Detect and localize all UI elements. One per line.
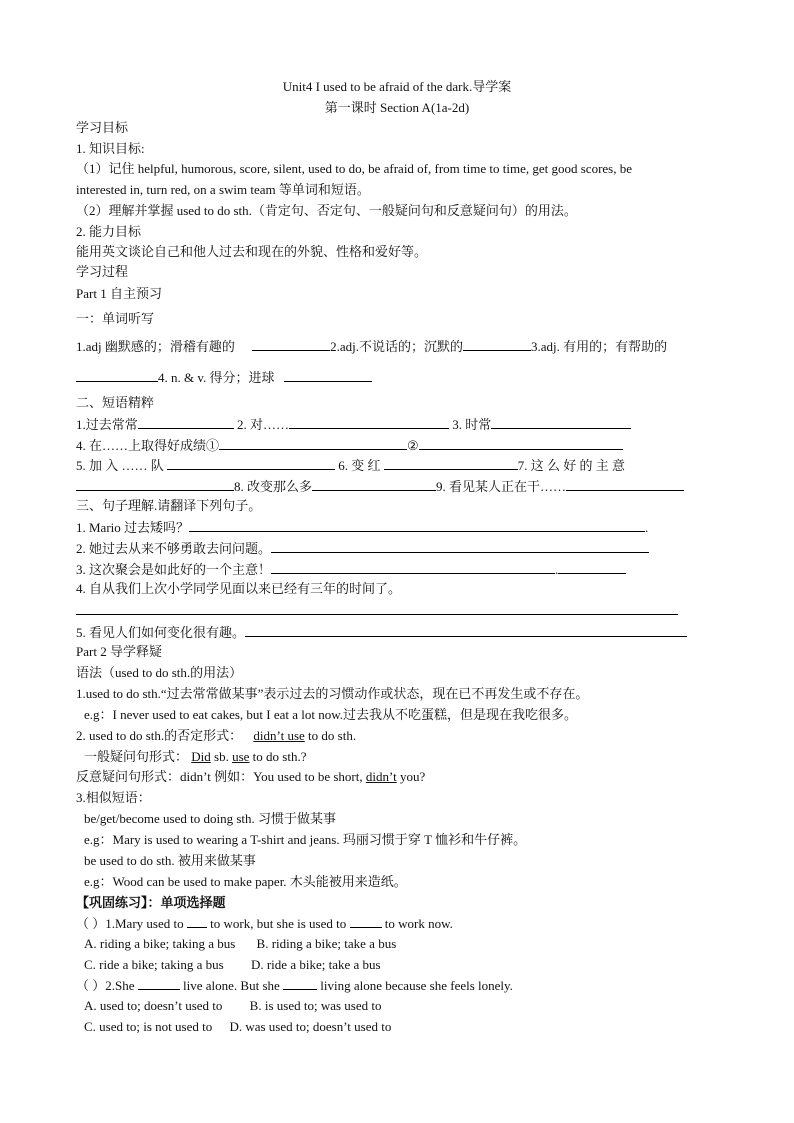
phrase-item: 6. 变 红 (338, 458, 381, 473)
underlined-answer: didn’t (365, 769, 397, 784)
answer-blank[interactable] (76, 477, 234, 491)
phrase-item: 1.过去常常 (76, 417, 138, 432)
answer-blank[interactable] (138, 976, 180, 990)
phrase-item: 9. 看见某人正在干…… (436, 479, 567, 494)
q1-options-row-1 (84, 935, 726, 953)
option-d[interactable]: D. was used to; doesn’t used to (229, 1019, 392, 1034)
sentence-row-3 (76, 560, 718, 579)
word-row-1 (76, 337, 718, 356)
answer-blank[interactable] (245, 623, 687, 637)
question-text: to work now. (384, 916, 453, 931)
question-text: to work, but she is used to (210, 916, 347, 931)
question-text: living alone because she feels lonely. (320, 978, 513, 993)
section-heading: 学习目标 (76, 121, 129, 136)
grammar-text: to do sth. (304, 728, 357, 743)
q2-options-row-2 (84, 1018, 726, 1036)
option-c[interactable]: C. used to; is not used to (84, 1019, 213, 1034)
word-dictation-heading: 一：单词听写 (76, 311, 155, 326)
similar-phrase-a: be/get/become used to doing sth. 习惯于做某事 (84, 811, 337, 826)
answer-blank[interactable] (558, 560, 626, 574)
answer-blank[interactable] (219, 436, 407, 450)
part1-heading: Part 1 自主预习 (76, 286, 162, 301)
phrase-row-2 (76, 436, 718, 455)
sentence-heading: 三、句子理解.请翻译下列句子。 (76, 498, 262, 513)
sentence-item: 3. 这次聚会是如此好的一个主意！ (76, 562, 272, 577)
knowledge-goal-1a: （1）记住 helpful, humorous, score, silent, used to do, be afraid of, from time to time, get good scores, be (76, 161, 632, 176)
sentence-row-4: 4. 自从我们上次小学同学见面以来已经有三年的时间了。 (76, 581, 402, 596)
sentence-row-5 (76, 623, 718, 642)
answer-blank[interactable] (76, 368, 158, 382)
ability-goal-heading: 2. 能力目标 (76, 224, 142, 239)
ability-goal-1: 能用英文谈论自己和他人过去和现在的外貌、性格和爱好等。 (76, 244, 428, 259)
grammar-text: sb. (210, 749, 233, 764)
phrase-row-3 (76, 456, 718, 475)
question-text: （ ）1.Mary used to (76, 916, 184, 931)
grammar-tag-question (76, 768, 718, 786)
q1-options-row-2 (84, 956, 726, 974)
sentence-item: 2. 她过去从来不够勇敢去问问题。 (76, 541, 272, 556)
period: . (645, 520, 649, 535)
grammar-example-1: e.g：I never used to eat cakes, but I eat a lot now.过去我从不吃蛋糕，但是现在我吃很多。 (84, 707, 578, 722)
similar-example-a: e.g：Mary is used to wearing a T-shirt and jeans. 玛丽习惯于穿 T 恤衫和牛仔裤。 (84, 832, 527, 847)
answer-blank[interactable] (463, 337, 531, 351)
grammar-text: to do sth.? (249, 749, 307, 764)
sentence-row-1 (76, 518, 718, 537)
option-a[interactable]: A. riding a bike; taking a bus (84, 936, 236, 951)
question-2 (76, 976, 718, 995)
sentence-row-2 (76, 539, 718, 558)
knowledge-goal-1b: interested in, turn red, on a swim team 等单词和短语。 (76, 182, 370, 197)
grammar-text: 反意疑问句形式：didn’t 例如：You used to be short, (76, 769, 366, 784)
answer-blank[interactable] (271, 560, 555, 574)
question-text: live alone. But she (183, 978, 280, 993)
answer-blank[interactable] (138, 415, 234, 429)
phrase-item: 5. 加 入 …… 队 (76, 458, 164, 473)
option-a[interactable]: A. used to; doesn’t used to (84, 998, 223, 1013)
grammar-point-1: 1.used to do sth.“过去常常做某事”表示过去的习惯动作或状态，现在已不再发生或不存在。 (76, 686, 589, 701)
phrase-row-4 (76, 477, 718, 496)
word-item: 1.adj 幽默感的；滑稽有趣的 (76, 339, 235, 354)
word-item: 3.adj. 有用的；有帮助的 (531, 339, 668, 354)
q2-options-row-1 (84, 997, 726, 1015)
similar-example-b: e.g：Wood can be used to make paper. 木头能被用来造纸。 (84, 874, 407, 889)
underlined-answer: Did (191, 749, 211, 764)
phrase-item: 8. 改变那么多 (234, 479, 313, 494)
answer-blank[interactable] (189, 518, 645, 532)
phrase-row-1 (76, 415, 718, 434)
grammar-point-2 (76, 727, 718, 745)
phrase-item: 7. 这 么 好 的 主 意 (517, 458, 626, 473)
knowledge-goal-heading: 1. 知识目标: (76, 141, 145, 156)
circled-two: ② (407, 438, 419, 453)
answer-blank[interactable] (271, 539, 649, 553)
answer-blank[interactable] (491, 415, 631, 429)
answer-blank[interactable] (252, 337, 330, 351)
similar-phrase-b: be used to do sth. 被用来做某事 (84, 853, 256, 868)
answer-blank[interactable] (167, 456, 335, 470)
knowledge-goal-2: （2）理解并掌握 used to do sth.（肯定句、否定句、一般疑问句和反意疑问句）的用法。 (76, 203, 577, 218)
grammar-text: 一般疑问句形式： (84, 749, 189, 764)
answer-blank[interactable] (350, 914, 382, 928)
answer-blank[interactable] (384, 456, 518, 470)
grammar-question-form (84, 748, 726, 766)
sentence-item: 5. 看见人们如何变化很有趣。 (76, 625, 246, 640)
answer-blank[interactable] (566, 477, 684, 491)
answer-blank[interactable] (284, 368, 372, 382)
question-1 (76, 914, 718, 933)
phrase-item: 4. 在……上取得好成绩 (76, 438, 207, 453)
doc-title: Unit4 I used to be afraid of the dark.导学案 (282, 79, 512, 94)
option-b[interactable]: B. riding a bike; take a bus (256, 936, 397, 951)
word-item: 2.adj.不说话的；沉默的 (330, 339, 464, 354)
option-c[interactable]: C. ride a bike; taking a bus (84, 957, 224, 972)
answer-blank[interactable] (419, 436, 623, 450)
grammar-point-3: 3.相似短语： (76, 790, 151, 805)
circled-one: ① (206, 438, 220, 453)
answer-blank[interactable] (312, 477, 436, 491)
answer-blank[interactable] (187, 914, 207, 928)
phrase-item: 3. 时常 (452, 417, 492, 432)
phrase-heading: 二、短语精粹 (76, 395, 155, 410)
answer-blank[interactable] (289, 415, 449, 429)
underlined-answer: use (232, 749, 250, 764)
answer-line[interactable] (76, 614, 678, 615)
practice-heading: 【巩固练习】：单项选择题 (76, 895, 226, 910)
grammar-heading: 语法（used to do sth.的用法） (76, 665, 243, 680)
period: . (555, 562, 559, 577)
word-item: 4. n. & v. 得分；进球 (158, 370, 275, 385)
doc-subtitle: 第一课时 Section A(1a-2d) (324, 100, 470, 115)
option-d[interactable]: D. ride a bike; take a bus (250, 957, 381, 972)
option-b[interactable]: B. is used to; was used to (249, 998, 382, 1013)
phrase-item: 2. 对…… (237, 417, 290, 432)
part2-heading: Part 2 导学释疑 (76, 644, 162, 659)
grammar-text: you? (396, 769, 426, 784)
word-row-2 (76, 368, 718, 387)
sentence-item: 1. Mario 过去矮吗？ (76, 520, 190, 535)
grammar-text: 2. used to do sth.的否定形式： (76, 728, 243, 743)
underlined-answer: didn’t use (253, 728, 305, 743)
question-text: （ ）2.She (76, 978, 135, 993)
section-heading: 学习过程 (76, 265, 129, 280)
answer-blank[interactable] (283, 976, 317, 990)
